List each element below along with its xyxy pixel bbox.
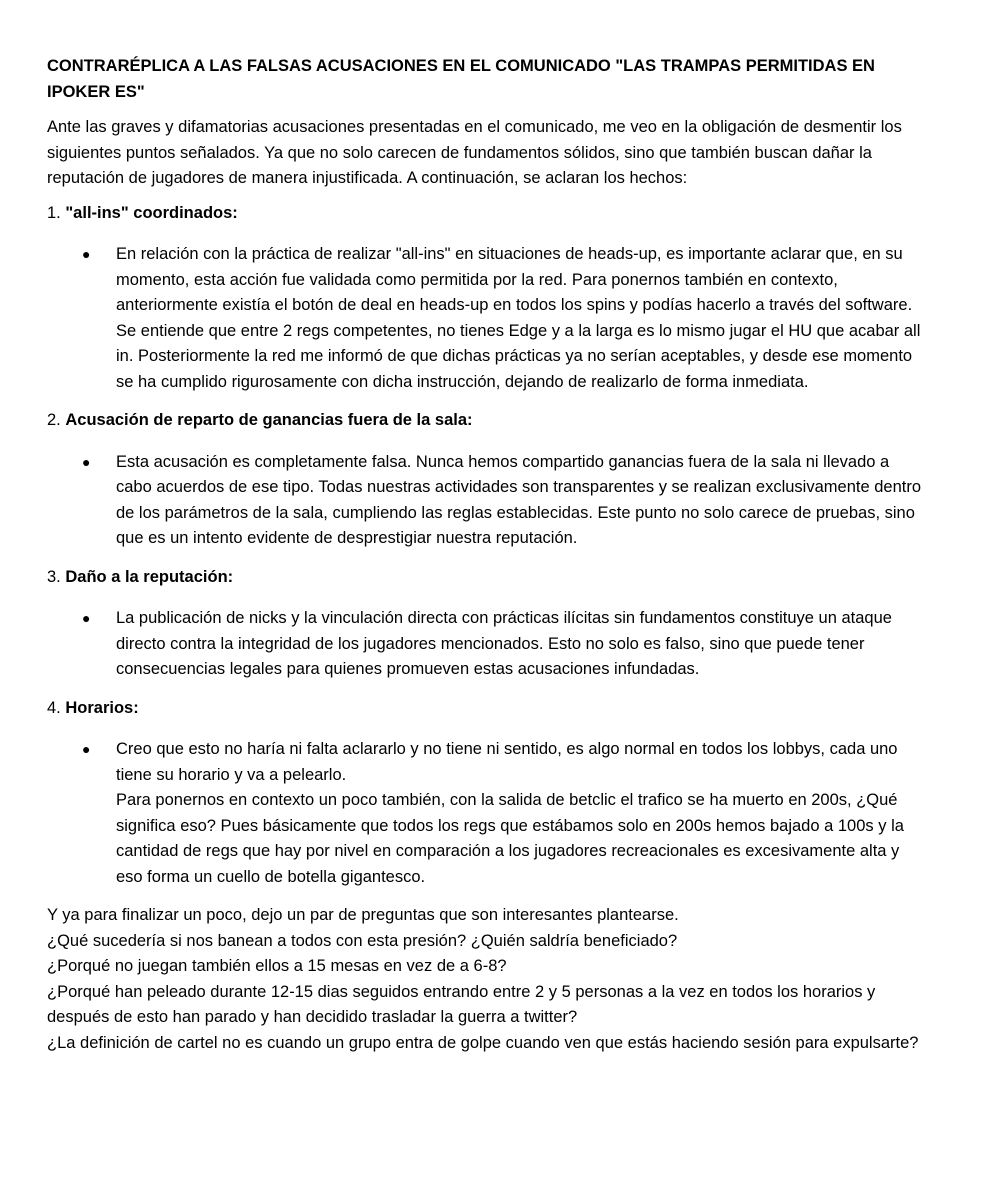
closing-question: ¿La definición de cartel no es cuando un grupo entra de golpe cuando ven que estás haciendo sesión para expulsarte? (47, 1033, 919, 1052)
bullet-text: La publicación de nicks y la vinculación directa con prácticas ilícitas sin fundamentos constituye un ataque directo contra la integridad de los jugadores mencionados. Esto no solo es falso, sino que puede tener consecuencias legales para quienes promueven estas acusaciones infundadas. (116, 609, 892, 678)
section-heading-4 (47, 696, 927, 722)
bullet-list-3 (47, 606, 927, 683)
bullet-icon: ● (82, 741, 91, 757)
section-title: "all-ins" coordinados: (65, 203, 238, 222)
bullet-list-2 (47, 450, 927, 552)
section-title: Acusación de reparto de ganancias fuera de la sala: (65, 411, 473, 429)
section-number: 2. (47, 411, 61, 429)
bullet-list-4 (47, 737, 927, 890)
closing-question: ¿Porqué han peleado durante 12-15 dias seguidos entrando entre 2 y 5 personas a la vez en todos los horarios y después de esto han parado y han decidido trasladar la guerra a twitter? (47, 982, 876, 1026)
bullet-text: Esta acusación es completamente falsa. Nunca hemos compartido ganancias fuera de la sala ni llevado a cabo acuerdos de ese tipo. Todas nuestras actividades son transparentes y se realizan exclusivamente dentro de los parámetros de la sala, cumpliendo las reglas establecidas. Este punto no solo carece de pruebas, sino que es un intento evidente de desprestigiar nuestra reputación. (116, 452, 922, 547)
section-heading-2 (47, 408, 927, 434)
list-item (47, 450, 927, 552)
bullet-icon: ● (82, 453, 91, 470)
intro-paragraph: Ante las graves y difamatorias acusaciones presentadas en el comunicado, me veo en la obligación de desmentir los siguientes puntos señalados. Ya que no solo carecen de fundamentos sólidos, sino que también buscan dañar la reputación de jugadores de manera injustificada. A continuación, se aclaran los hechos: (47, 118, 902, 187)
section-heading-1 (47, 201, 927, 227)
document-title: CONTRARÉPLICA A LAS FALSAS ACUSACIONES EN EL COMUNICADO "LAS TRAMPAS PERMITIDAS EN IPOKER ES" (47, 57, 875, 101)
bullet-list-1 (47, 242, 927, 395)
closing-paragraph (47, 903, 927, 1056)
closing-question: ¿Porqué no juegan también ellos a 15 mesas en vez de a 6-8? (47, 957, 507, 975)
section-number: 3. (47, 567, 61, 586)
bullet-continuation-text: Para ponernos en contexto un poco también, con la salida de betclic el trafico se ha muerto en 200s, ¿Qué significa eso? Pues básicamente que todos los regs que estábamos solo en 200s hemos bajado a 100s y la cantidad de regs que hay por nivel en comparación a los jugadores recreacionales es excesivamente alta y eso forma un cuello de botella gigantesco. (116, 791, 904, 886)
section-heading-3 (47, 565, 927, 591)
section-number: 1. (47, 203, 61, 222)
list-item (47, 242, 927, 395)
bullet-icon: ● (82, 246, 91, 262)
bullet-icon: ● (82, 610, 91, 626)
closing-question: ¿Qué sucedería si nos banean a todos con esta presión? ¿Quién saldría beneficiado? (47, 931, 678, 950)
bullet-text: Creo que esto no haría ni falta aclararlo y no tiene ni sentido, es algo normal en todos los lobbys, cada uno tiene su horario y va a pelearlo. (116, 740, 898, 784)
list-item (47, 737, 927, 890)
section-title: Daño a la reputación: (65, 567, 234, 586)
closing-line: Y ya para finalizar un poco, dejo un par de preguntas que son interesantes plantearse. (47, 906, 679, 924)
section-number: 4. (47, 698, 61, 717)
list-item (47, 606, 927, 683)
document-page (47, 53, 927, 1056)
bullet-text: En relación con la práctica de realizar "all-ins" en situaciones de heads-up, es importante aclarar que, en su momento, esta acción fue validada como permitida por la red. Para ponernos también en contexto, anteriormente existía el botón de deal en heads-up en todos los spins y podías hacerlo a través del software. Se entiende que entre 2 regs competentes, no tienes Edge y a la larga es lo mismo jugar el HU que acabar all in. Posteriormente la red me informó de que dichas prácticas ya no serían aceptables, y desde ese momento se ha cumplido rigurosamente con dicha instrucción, dejando de realizarlo de forma inmediata. (116, 245, 921, 391)
section-title: Horarios: (65, 698, 139, 717)
